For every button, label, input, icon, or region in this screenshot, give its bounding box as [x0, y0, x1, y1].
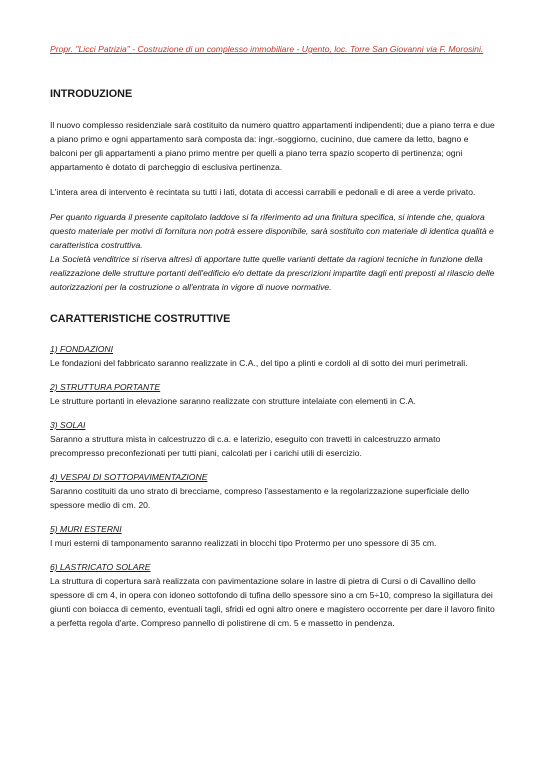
document-header: Propr. "Licci Patrizia" - Costruzione di un complesso immobiliare - Ugento, loc. Torre San Giovanni via F. Morosini. [50, 44, 484, 54]
intro-paragraph-2: L'intera area di intervento è recintata su tutti i lati, dotata di accessi carrabili e pedonali e di aree a verde privato. [50, 187, 476, 197]
intro-title: INTRODUZIONE [50, 88, 133, 100]
section-text: Le fondazioni del fabbricato saranno realizzate in C.A., del tipo a plinti e cordoli al di sotto dei muri perimetrali. [50, 358, 468, 368]
section-title: 5) MURI ESTERNI [50, 524, 122, 534]
section-title: 6) LASTRICATO SOLARE [50, 562, 151, 572]
section-title: 3) SOLAI [50, 420, 86, 430]
section-vespai [50, 470, 495, 512]
section-text: Saranno a struttura mista in calcestruzzo di c.a. e laterizio, eseguito con travetti in calcestruzzo armato precompresso preconfezionati per tutti piani, calcolati per i carichi utili di esercizio. [50, 434, 441, 458]
section-title: 1) FONDAZIONI [50, 344, 114, 354]
section-text: La struttura di copertura sarà realizzata con pavimentazione solare in lastre di pietra di Cursi o di Cavallino dello spessore di cm 4, in opera con idoneo sottofondo di tufina dello spessore sino a cm 5÷10, compreso la sigillatura dei giunti con boiacca di cemento, eventuali tagli, sfridi ed ogni altro onere e magistero occorrente per dare il lavoro finito a perfetta regola d'arte. Compreso pannello di polistirene di cm. 5 e massetto in pendenza. [50, 576, 495, 628]
section-fondazioni [50, 342, 495, 370]
section-solai [50, 418, 495, 460]
intro-paragraph-3: Per quanto riguarda il presente capitolato laddove si fa riferimento ad una finitura specifica, si intende che, qualora questo materiale per motivi di fornitura non potrà essere disponibile, sarà sostituito con materiale di identica qualità e caratteristica costruttiva. [50, 212, 494, 250]
document-body [50, 88, 495, 630]
intro-paragraph-4: La Società venditrice si riserva altresì di apportare tutte quelle varianti dettate da ragioni tecniche in funzione della realizzazione delle strutture portanti dell'edificio e/o dettate da prescrizioni impartite dagli enti preposti al rilascio delle autorizzazioni per la costruzione o all'entrata in vigore di nuove normative. [50, 254, 495, 292]
section-title: 4) VESPAI DI SOTTOPAVIMENTAZIONE [50, 472, 208, 482]
intro-paragraph-1: Il nuovo complesso residenziale sarà costituito da numero quattro appartamenti indipendenti; due a piano terra e due a piano primo e ogni appartamento sarà composta da: ingr.-soggiorno, cucinino, due camere da letto, bagno e balconi per gli appartamenti a piano primo mentre per quelli a piano terra spazio scoperto di pertinenza; ogni appartamento è dotato di parcheggio di esclusiva pertinenza. [50, 120, 495, 172]
section-lastricato-solare [50, 560, 495, 630]
caratteristiche-title: CARATTERISTICHE COSTRUTTIVE [50, 313, 231, 325]
section-struttura-portante [50, 380, 495, 408]
section-muri-esterni [50, 522, 495, 550]
section-title: 2) STRUTTURA PORTANTE [50, 382, 161, 392]
section-text: Le strutture portanti in elevazione saranno realizzate con strutture intelaiate con elementi in C.A. [50, 396, 416, 406]
section-text: Saranno costituiti da uno strato di brecciame, compreso l'assestamento e la regolarizzazione superficiale dello spessore medio di cm. 20. [50, 486, 470, 510]
section-text: I muri esterni di tamponamento saranno realizzati in blocchi tipo Protermo per uno spessore di 35 cm. [50, 538, 437, 548]
